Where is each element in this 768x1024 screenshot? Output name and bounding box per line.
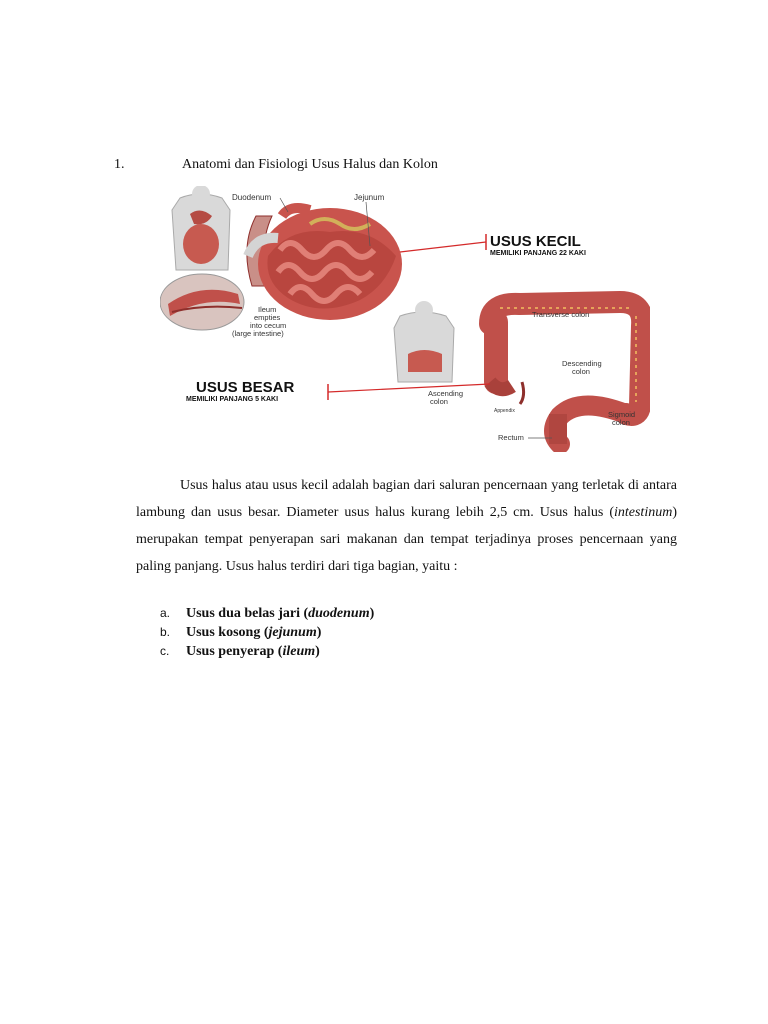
list-letter: b. bbox=[160, 625, 171, 639]
list-letter: a. bbox=[160, 606, 171, 620]
label-rectum: Rectum bbox=[498, 433, 524, 442]
label-usus-kecil: USUS KECIL bbox=[490, 233, 581, 250]
label-transverse-colon: Transverse colon bbox=[532, 310, 590, 319]
paragraph-part-1: Usus halus atau usus kecil adalah bagian dari saluran pencernaan yang terletak di antara lambung dan usus besar. Diameter usus halus kurang lebih 2,5 cm. Usus halus ( bbox=[136, 478, 677, 520]
label-ascending-1: Ascending bbox=[428, 389, 464, 398]
label-ascending-2: colon bbox=[430, 397, 448, 406]
heading-title: Anatomi dan Fisiologi Usus Halus dan Kolon bbox=[182, 157, 438, 172]
list-text: Usus kosong (jejunum) bbox=[186, 625, 322, 640]
paragraph-italic-term: intestinum bbox=[613, 505, 673, 520]
list-item bbox=[160, 623, 374, 642]
heading-number: 1. bbox=[114, 157, 125, 172]
label-usus-besar: USUS BESAR bbox=[196, 379, 295, 396]
list-letter: c. bbox=[160, 644, 170, 658]
label-appendix: Appendix bbox=[494, 408, 515, 414]
label-ileum-4: (large intestine) bbox=[232, 329, 284, 338]
ileum-zoom-icon bbox=[160, 274, 244, 330]
label-descending-1: Descending bbox=[562, 359, 602, 368]
torso-large-intestine-icon bbox=[394, 301, 454, 382]
list-text: Usus dua belas jari (duodenum) bbox=[186, 606, 375, 621]
label-sigmoid-1: Sigmoid bbox=[608, 410, 636, 419]
body-paragraph bbox=[136, 472, 677, 580]
list-item bbox=[160, 604, 374, 623]
label-ileum-2: empties bbox=[254, 313, 281, 322]
small-intestine-icon bbox=[248, 208, 402, 320]
usus-kecil-pointer bbox=[400, 242, 486, 252]
usus-besar-pointer bbox=[328, 384, 490, 392]
label-descending-2: colon bbox=[572, 367, 590, 376]
small-intestine-parts-list bbox=[160, 604, 374, 661]
label-duodenum: Duodenum bbox=[232, 193, 272, 202]
list-text: Usus penyerap (ileum) bbox=[186, 644, 320, 659]
label-ileum-1: Ileum bbox=[258, 305, 277, 314]
label-jejunum: Jejunum bbox=[354, 193, 385, 202]
intestine-anatomy-figure bbox=[160, 186, 650, 452]
label-usus-kecil-sub: MEMILIKI PANJANG 22 KAKI bbox=[490, 250, 586, 257]
label-sigmoid-2: colon bbox=[612, 418, 630, 427]
list-item bbox=[160, 642, 374, 661]
paragraph-part-2: ) merupakan tempat penyerapan sari makanan dan tempat terjadinya proses pencernaan yang paling panjang. Usus halus terdiri dari tiga bagian, yaitu : bbox=[136, 505, 677, 574]
label-ileum-3: into cecum bbox=[250, 321, 287, 330]
label-usus-besar-sub: MEMILIKI PANJANG 5 KAKI bbox=[186, 396, 279, 403]
torso-small-intestine-icon bbox=[172, 186, 230, 270]
